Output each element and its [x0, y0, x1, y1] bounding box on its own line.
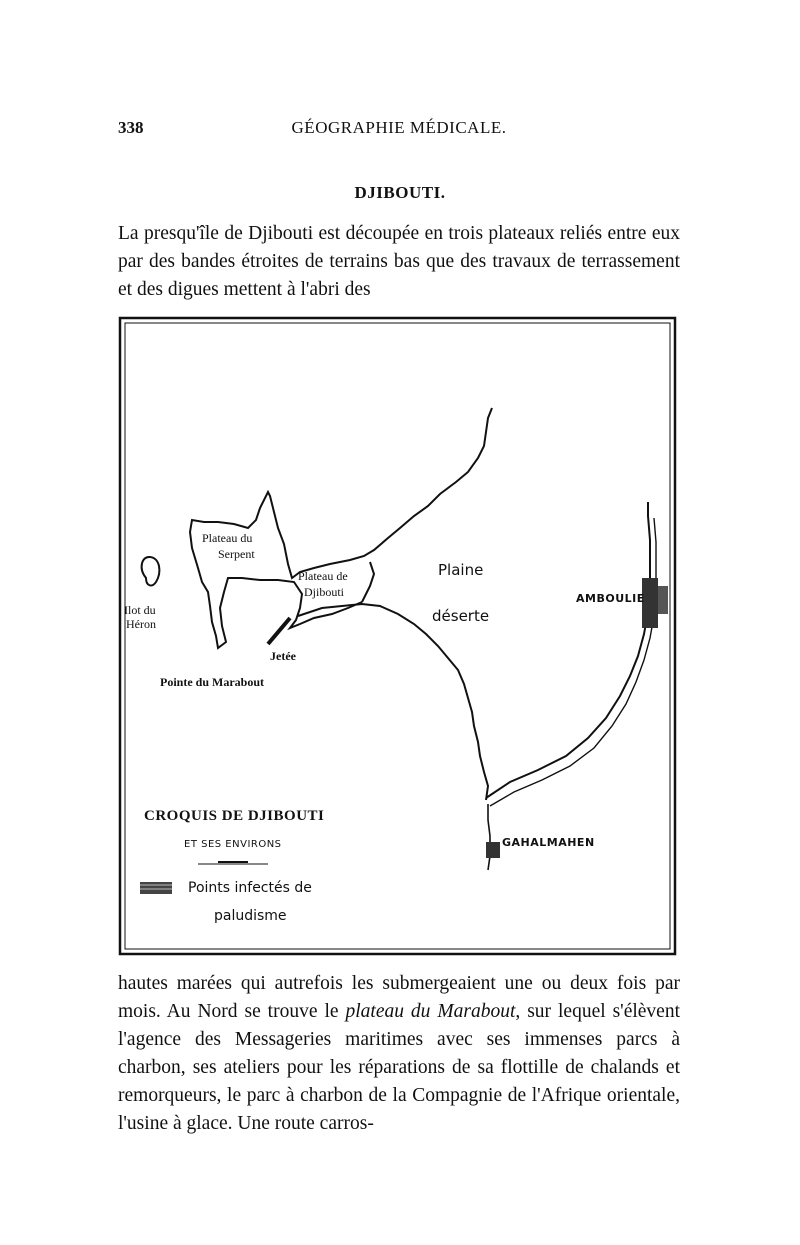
djibouti-plateau-edge — [362, 562, 374, 602]
label-plateau-serpent-1: Plateau du — [202, 531, 253, 545]
label-ilot-heron-1: Ilot du — [124, 603, 156, 617]
label-ilot-heron-2: Héron — [126, 617, 156, 631]
coastline-south — [298, 604, 488, 800]
page-number: 338 — [118, 118, 144, 137]
ilot-heron-outline — [142, 557, 160, 586]
paragraph-bottom-italic: plateau du Marabout — [345, 1001, 516, 1022]
road-outer — [486, 502, 650, 798]
legend-line-2: paludisme — [214, 908, 287, 924]
map-figure — [118, 316, 678, 958]
label-gahalmahen: GAHALMAHEN — [502, 836, 595, 849]
paragraph-top-text: La presqu'île de Djibouti est découpée en trois plateaux reliés entre eux par des bandes étroites de terrains bas que des travaux de terrassement et des digues mettent à l'abri des — [118, 223, 680, 300]
label-jetee: Jetée — [270, 649, 296, 663]
page-header — [118, 118, 680, 142]
map-title: CROQUIS DE DJIBOUTI — [144, 808, 325, 824]
label-pointe-marabout: Pointe du Marabout — [160, 675, 265, 689]
running-head: GÉOGRAPHIE MÉDICALE. — [291, 118, 507, 137]
map-frame-outer — [120, 318, 675, 954]
label-plaine: Plaine — [438, 561, 484, 579]
label-ambouli: AMBOULIE — [576, 592, 645, 605]
road-gahalmahen — [488, 804, 490, 870]
paragraph-bottom-part1: hautes marées qui autrefois les submergeaient une ou deux fois par mois. Au Nord se trouve le — [118, 973, 680, 1022]
map-subtitle: ET SES ENVIRONS — [184, 839, 282, 850]
paragraph-top — [118, 220, 680, 304]
label-plateau-serpent-2: Serpent — [218, 547, 255, 561]
label-plateau-djibouti-1: Plateau de — [298, 569, 348, 583]
label-plateau-djibouti-2: Djibouti — [304, 585, 345, 599]
legend-swatch — [140, 882, 172, 894]
jetee-gap — [272, 618, 294, 646]
ambouli-infected-zone-2 — [658, 586, 668, 614]
legend-line-1: Points infectés de — [188, 880, 312, 896]
road-inner — [490, 518, 656, 806]
map-drawing — [118, 316, 678, 958]
map-frame-inner — [125, 323, 670, 949]
gahalmahen-infected-zone — [486, 842, 500, 858]
paragraph-bottom — [118, 970, 680, 1138]
jetee-line — [268, 618, 290, 644]
label-deserte: déserte — [432, 607, 490, 625]
paragraph-bottom-part2: , sur lequel s'élèvent l'agence des Messageries maritimes avec ses immenses parcs à charbon, ses ateliers pour les réparations de sa flottille de chalands et remorqueurs, le parc à charbon de la Compagnie de l'Afrique orientale, l'usine à glace. Une route carros- — [118, 1001, 681, 1134]
section-title: DJIBOUTI. — [354, 183, 446, 202]
